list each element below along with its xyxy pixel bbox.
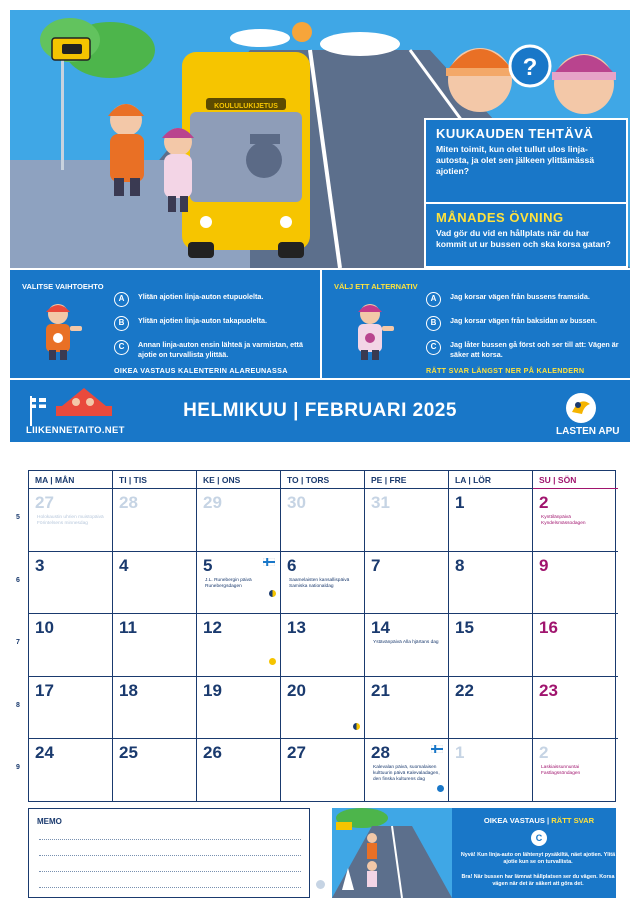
day-cell[interactable] [533, 677, 618, 740]
month-calendar [28, 470, 616, 802]
week-number: 6 [16, 576, 20, 584]
lasten-apu-logo [564, 392, 598, 424]
day-note: Kalevalan päivä, suomalaisen kulttuurin päivä Kalevaladagen, den finska kulturens dag [373, 765, 440, 783]
website-link[interactable]: LIIKENNETAITO.NET [26, 425, 125, 436]
moon-phase-icon [269, 658, 276, 665]
task-box-sv [424, 202, 628, 268]
day-number: 27 [35, 493, 54, 512]
weekday-header: MA | MÅN [29, 471, 113, 489]
day-number: 29 [203, 493, 222, 512]
memo-line [39, 887, 301, 888]
day-number: 8 [455, 555, 465, 575]
day-cell[interactable] [197, 614, 281, 677]
day-cell[interactable] [533, 614, 618, 677]
answer-hint-sv: RÄTT SVAR LÄNGST NER PÅ KALENDERN [426, 366, 585, 375]
answer-hint-fi: OIKEA VASTAUS KALENTERIN ALAREUNASSA [114, 366, 288, 375]
day-note: J.L. Runebergin päivä Runebergsdagen [205, 577, 252, 589]
week-number: 8 [16, 701, 20, 709]
day-number: 9 [539, 555, 549, 575]
day-note: Kynttilänpäivä Kyndelsmässodagen [541, 515, 586, 526]
option-letter: B [426, 316, 441, 331]
day-cell[interactable] [365, 739, 449, 802]
week-number: 5 [16, 514, 20, 521]
week-number: 9 [16, 764, 20, 772]
day-cell[interactable] [197, 552, 281, 615]
weekday-header: KE | ONS [197, 471, 281, 489]
day-cell[interactable] [197, 739, 281, 802]
day-cell[interactable] [365, 614, 449, 677]
answer-heading-sv: RÄTT SVAR [551, 816, 595, 825]
answer-box [332, 808, 616, 898]
memo-line [39, 839, 301, 840]
day-number: 1 [455, 743, 465, 763]
moon-phase-icon [353, 723, 360, 730]
answer-letter: C [531, 830, 547, 846]
option-text: Jag korsar vägen från baksidan av bussen. [450, 316, 598, 325]
day-cell[interactable] [281, 552, 365, 615]
day-number: 27 [287, 743, 306, 763]
day-cell[interactable] [29, 614, 113, 677]
svg-text:?: ? [522, 54, 538, 81]
day-number: 1 [455, 493, 465, 512]
option-text: Jag låter bussen gå först och ser till att: Vägen är säker att korsa. [450, 340, 619, 359]
month-band [10, 378, 630, 442]
answer-heading [464, 816, 614, 825]
option-letter: C [426, 340, 441, 355]
day-number: 2 [539, 493, 549, 512]
day-cell[interactable] [533, 552, 618, 615]
day-number: 20 [287, 680, 306, 700]
weekday-header: TI | TIS [113, 471, 197, 489]
choices-column-sv [320, 270, 630, 380]
day-number: 4 [119, 555, 129, 575]
day-number: 12 [203, 618, 222, 638]
finland-flag-icon [431, 745, 443, 753]
day-note: Laskiaissunnuntai Fastlagssöndagen [541, 765, 581, 777]
choices-column-fi [10, 270, 320, 380]
day-number: 19 [203, 680, 222, 700]
answer-illustration [332, 808, 452, 898]
day-cell[interactable] [533, 739, 618, 802]
day-number: 23 [539, 680, 558, 700]
day-note: Ystävänpäivä Alla hjärtans dag [373, 640, 439, 646]
day-cell[interactable] [449, 552, 533, 615]
day-number: 14 [371, 618, 390, 638]
day-cell[interactable] [29, 739, 113, 802]
option-text: Ylitän ajotien linja-auton etupuolelta. [138, 292, 264, 301]
option-text: Annan linja-auton ensin lähteä ja varmistan, että ajotie on turvallista ylittää. [138, 340, 303, 359]
task-title-sv: MÅNADES ÖVNING [436, 210, 564, 225]
day-number: 31 [371, 493, 390, 512]
day-cell[interactable] [281, 677, 365, 740]
day-cell[interactable] [197, 677, 281, 740]
day-number: 3 [35, 555, 45, 575]
memo-line [39, 855, 301, 856]
info-panel [10, 10, 630, 442]
day-cell[interactable] [113, 677, 197, 740]
weekday-header: PE | FRE [365, 471, 449, 489]
day-cell[interactable] [281, 614, 365, 677]
day-number: 6 [287, 555, 297, 575]
day-number: 28 [371, 743, 390, 763]
option-text: Ylitän ajotien linja-auton takapuolelta. [138, 316, 267, 325]
kid-pink-icon [344, 300, 396, 362]
task-question-fi: Miten toimit, kun olet tullut ulos linja-autosta, ja olet sen jälkeen ylittämässä ajotien? [436, 144, 595, 176]
memo-line [39, 871, 301, 872]
day-number: 21 [371, 680, 390, 700]
day-number: 2 [539, 743, 549, 763]
choices-section [10, 268, 630, 378]
day-cell[interactable] [113, 552, 197, 615]
option-letter: A [426, 292, 441, 307]
weekday-header: SU | SÖN [533, 471, 618, 489]
weekday-header: LA | LÖR [449, 471, 533, 489]
day-number: 18 [119, 680, 138, 700]
day-number: 15 [455, 618, 474, 638]
memo-title: MEMO [37, 817, 62, 826]
day-cell[interactable] [29, 677, 113, 740]
day-number: 10 [35, 618, 54, 638]
day-note: Holokaustin uhrien muistopäivä Förintelsens minnesdag [37, 515, 104, 526]
day-cell[interactable] [113, 489, 197, 552]
choices-heading-fi: VALITSE VAIHTOEHTO [22, 282, 104, 291]
task-question-sv: Vad gör du vid en hållplats när du har kommit ut ur bussen och ska korsa gatan? [436, 228, 611, 249]
day-cell[interactable] [113, 739, 197, 802]
option-letter: B [114, 316, 129, 331]
day-cell[interactable] [533, 489, 618, 552]
day-cell[interactable] [365, 677, 449, 740]
day-number: 13 [287, 618, 306, 638]
month-title: HELMIKUU | FEBRUARI 2025 [183, 400, 457, 421]
day-cell[interactable] [449, 677, 533, 740]
day-number: 24 [35, 743, 54, 763]
day-cell[interactable] [449, 489, 533, 552]
answer-text-fi: Nyvä! Kun linja-auto on lähtenyt pysäkiltä, näet ajotien. Ylitä ajotie kun se on turvallista. [460, 852, 616, 865]
moon-phase-icon [269, 590, 276, 597]
task-box-fi [424, 118, 628, 204]
day-cell[interactable] [365, 552, 449, 615]
day-number: 5 [203, 555, 213, 575]
day-cell[interactable] [365, 489, 449, 552]
day-number: 22 [455, 680, 474, 700]
option-letter: C [114, 340, 129, 355]
answer-text-sv: Bra! När bussen har lämnat hållplatsen ser du vägen. Korsa vägen när det är säkert att göra det. [461, 874, 615, 887]
day-cell[interactable] [281, 489, 365, 552]
week-number: 7 [16, 639, 20, 647]
answer-heading-fi: OIKEA VASTAUS [483, 816, 545, 825]
lasten-apu-text: LASTEN APU [556, 426, 620, 437]
day-cell[interactable] [449, 739, 533, 802]
kid-orange-icon [32, 300, 84, 362]
day-number: 7 [371, 555, 381, 575]
day-cell[interactable] [113, 614, 197, 677]
day-number: 11 [119, 618, 137, 638]
moon-phase-icon [437, 785, 444, 792]
day-cell[interactable] [29, 489, 113, 552]
choices-heading-sv: VÄLJ ETT ALTERNATIV [334, 282, 418, 291]
day-number: 26 [203, 743, 222, 763]
memo-box[interactable] [28, 808, 310, 898]
option-letter: A [114, 292, 129, 307]
option-text: Jag korsar vägen från bussens framsida. [450, 292, 590, 301]
task-title-fi: KUUKAUDEN TEHTÄVÄ [436, 126, 594, 141]
day-cell[interactable] [29, 552, 113, 615]
answer-heading-separator: | [544, 816, 552, 825]
day-number: 25 [119, 743, 138, 763]
day-note: Saamelaisten kansallispäivä Samiska nationaldag [289, 577, 350, 589]
finland-flag-icon [263, 558, 275, 566]
weekday-header: TO | TORS [281, 471, 365, 489]
day-cell[interactable] [197, 489, 281, 552]
day-number: 16 [539, 618, 558, 638]
day-number: 30 [287, 493, 306, 512]
day-number: 17 [35, 680, 54, 700]
day-cell[interactable] [281, 739, 365, 802]
bus-sign-text: KOULULUKIJETUS [214, 103, 278, 110]
day-cell[interactable] [449, 614, 533, 677]
decorative-dot [316, 880, 325, 889]
day-number: 28 [119, 493, 138, 512]
